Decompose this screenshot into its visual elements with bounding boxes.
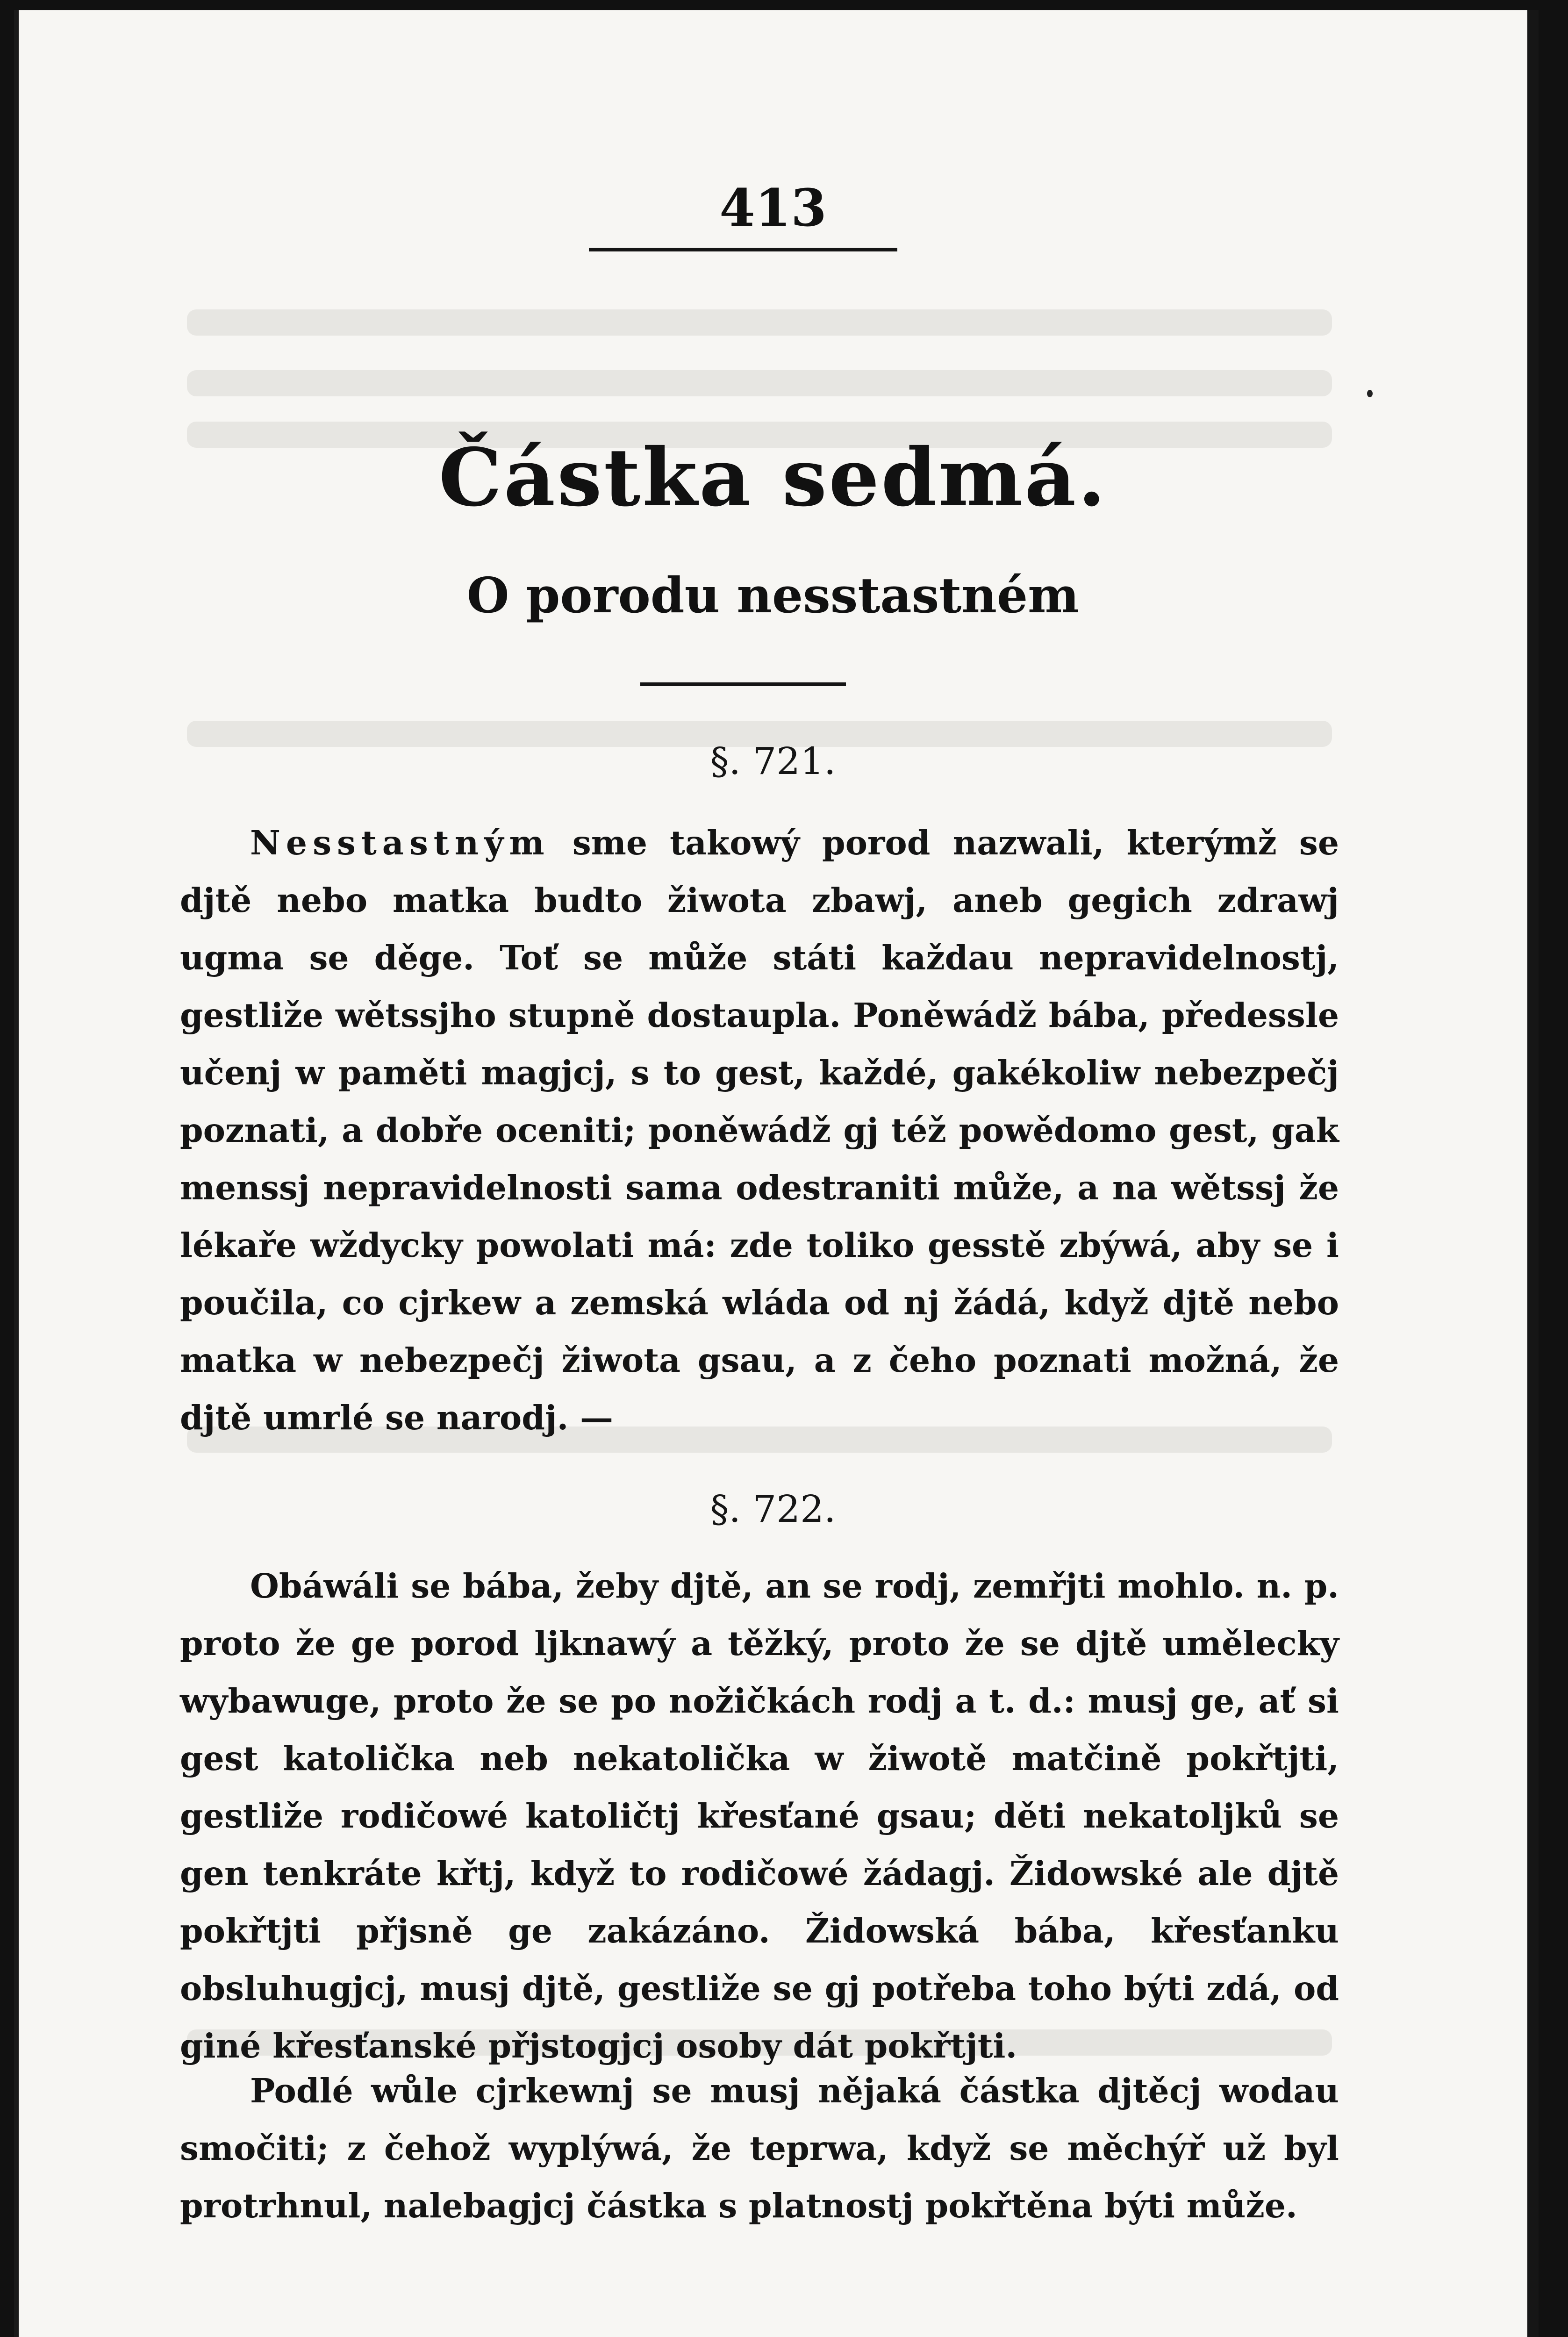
ink-speck xyxy=(1532,958,1539,970)
bleed-through-line xyxy=(187,309,1332,336)
part-title: Částka sedmá. xyxy=(438,431,1108,524)
header-rule xyxy=(589,248,897,251)
section-heading-721: §. 721. xyxy=(710,739,836,783)
title-rule xyxy=(640,682,846,686)
paragraph-text: sme takowý porod nazwali, kterýmž se djtě nebo matka budto žiwota zbawj, aneb gegich zdrawj ugma se děge. Toť se může státi každau nepravidelnostj, gestliže wětssjho stupně dostaupla. Poněwádž bába, předessle učenj w paměti magjcj, s to gest, každé, gakékoliw nebezpečj poznati, a dobře oceniti; poněwádž gj též powědomo gest, gak menssj nepravidelnosti sama odestraniti může, a na wětssj že lékaře wždycky powolati má: zde toliko gesstě zbýwá, aby se i poučila, co cjrkew a zemská wláda od nj žádá, když djtě nebo matka w nebezpečj žiwota gsau, a z čeho poznati možná, že djtě umrlé se narodj. — xyxy=(180,823,1339,1437)
book-page xyxy=(14,10,1539,2337)
paragraph-lead-word: Nesstastným xyxy=(250,823,550,862)
page-number: 413 xyxy=(719,178,827,238)
section-heading-722: §. 722. xyxy=(710,1487,836,1531)
part-subtitle: O porodu nesstastném xyxy=(466,566,1080,624)
ink-speck xyxy=(1367,390,1373,397)
paragraph-722-2: Podlé wůle cjrkewnj se musj nějaká částka djtěcj wodau smočiti; z čehož wyplýwá, že teprwa, když se měchýř už byl protrhnul, nalebagjcj částka s platnostj pokřtěna býti může. xyxy=(180,2071,1339,2225)
paragraph-721 xyxy=(180,814,1339,1447)
paragraph-722-1: Obáwáli se bába, žeby djtě, an se rodj, zemřjti mohlo. n. p. proto že ge porod ljknawý a těžký, proto že se djtě umělecky wybawuge, proto že se po nožičkách rodj a t. d.: musj ge, ať si gest katolička neb nekatolička w žiwotě matčině pokřtjti, gestliže rodičowé katoličtj křesťané gsau; děti nekatoljků se gen tenkráte křtj, když to rodičowé žádagj. Židowské ale djtě pokřtjti přjsně ge zakázáno. Židowská bába, křesťanku obsluhugjcj, musj djtě, gestliže se gj potřeba toho býti zdá, od giné křesťanské přjstogjcj osoby dát pokřtjti. xyxy=(180,1566,1339,2065)
bleed-through-line xyxy=(187,370,1332,396)
